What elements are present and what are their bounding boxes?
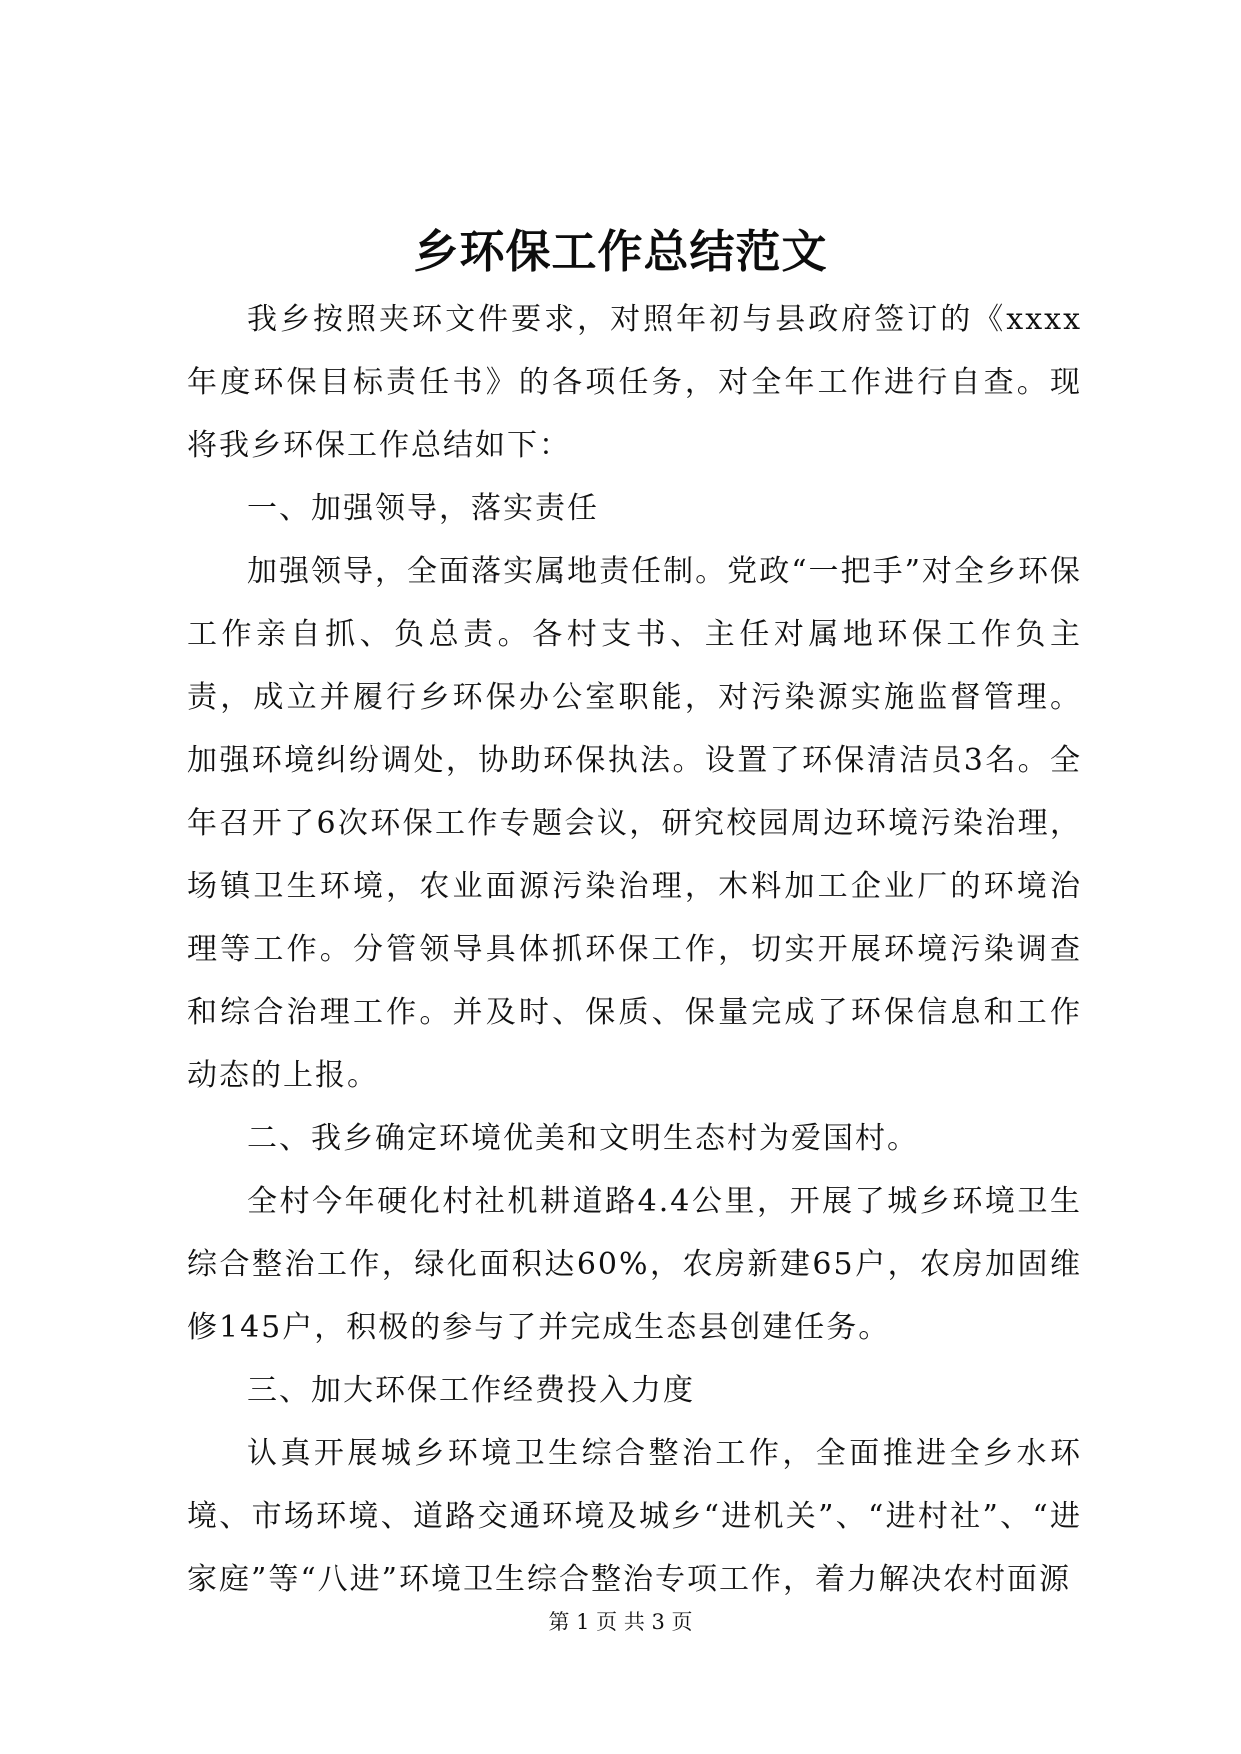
paragraph-section-2: 全村今年硬化村社机耕道路4.4公里，开展了城乡环境卫生综合整治工作，绿化面积达60%，农房新建65户，农房加固维修145户，积极的参与了并完成生态县创建任务。 bbox=[187, 1184, 1082, 1345]
document-body bbox=[187, 288, 1082, 1611]
section-heading-1: 一、加强领导，落实责任 bbox=[247, 491, 599, 526]
paragraph-section-3: 认真开展城乡环境卫生综合整治工作，全面推进全乡水环境、市场环境、道路交通环境及城乡“进机关”、“进村社”、“进家庭”等“八进”环境卫生综合整治专项工作，着力解决农村面源 bbox=[187, 1436, 1082, 1597]
document-title: 乡环保工作总结范文 bbox=[413, 225, 828, 278]
section-heading-3: 三、加大环保工作经费投入力度 bbox=[247, 1373, 695, 1408]
page-number-footer: 第 1 页 共 3 页 bbox=[548, 1610, 693, 1634]
section-heading-2: 二、我乡确定环境优美和文明生态村为爱国村。 bbox=[247, 1121, 919, 1156]
paragraph-section-1: 加强领导，全面落实属地责任制。党政“一把手”对全乡环保工作亲自抓、负总责。各村支书、主任对属地环保工作负主责，成立并履行乡环保办公室职能，对污染源实施监督管理。加强环境纠纷调处，协助环保执法。设置了环保清洁员3名。全年召开了6次环保工作专题会议，研究校园周边环境污染治理，场镇卫生环境，农业面源污染治理，木料加工企业厂的环境治理等工作。分管领导具体抓环保工作，切实开展环境污染调查和综合治理工作。并及时、保质、保量完成了环保信息和工作动态的上报。 bbox=[187, 554, 1082, 1093]
paragraph-intro: 我乡按照夹环文件要求，对照年初与县政府签订的《xxxx年度环保目标责任书》的各项任务，对全年工作进行自查。现将我乡环保工作总结如下： bbox=[187, 302, 1082, 463]
